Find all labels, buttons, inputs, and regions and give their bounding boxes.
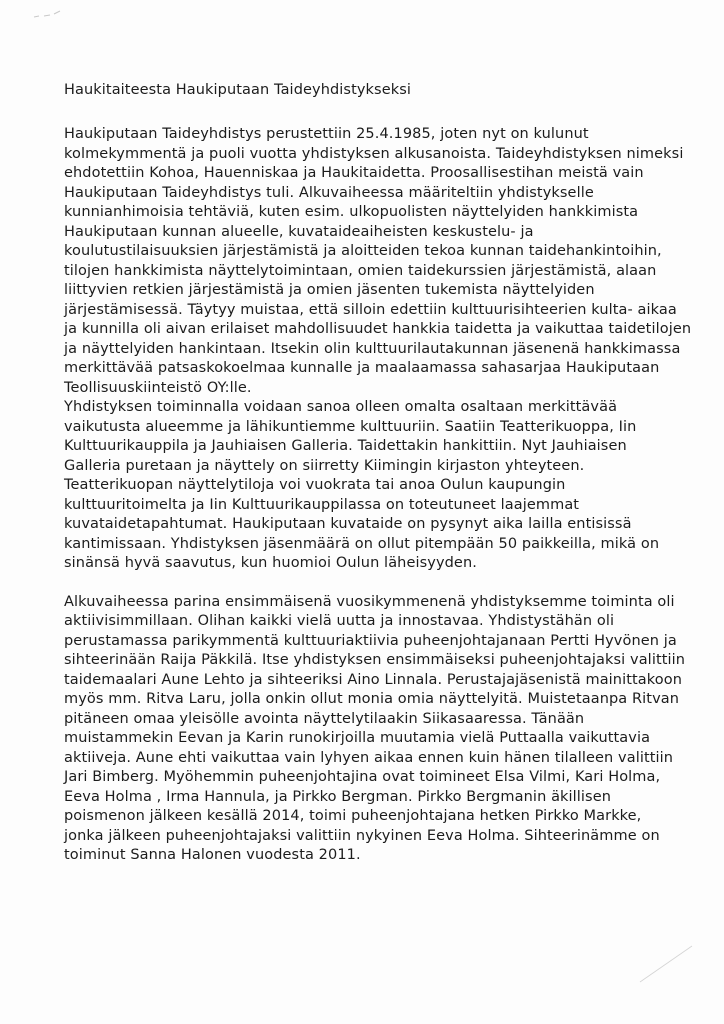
text-line: poismenon jälkeen kesällä 2014, toimi puheenjohtajana hetken Pirkko Markke, [64, 808, 642, 824]
text-line: ehdotettiin Kohoa, Hauenniskaa ja Haukitaidetta. Proosallisestihan meistä vain [64, 165, 644, 181]
text-line: myös mm. Ritva Laru, jolla onkin ollut monia omia näyttelyitä. Muistetaanpa Ritvan [64, 691, 680, 707]
text-line: Yhdistyksen toiminnalla voidaan sanoa olleen omalta osaltaan merkittävää [64, 399, 618, 415]
text-line: tilojen hankkimista näyttelytoimintaan, omien taidekurssien järjestämistä, alaan [64, 262, 657, 279]
scan-artifact-top [32, 8, 62, 20]
paragraph-2 [64, 593, 704, 866]
document-title: Haukitaiteesta Haukiputaan Taideyhdistykseksi [64, 82, 411, 98]
text-line: Haukiputaan Taideyhdistys perustettiin 25.4.1985, joten nyt on kulunut [64, 126, 589, 142]
text-line: järjestämisessä. Täytyy muistaa, että silloin edettiin kulttuurisihteerien kulta- aikaa [64, 301, 677, 318]
text-line: sihteerinään Raija Päkkilä. Itse yhdistyksen ensimmäiseksi puheenjohtajaksi valittiin [64, 652, 686, 668]
text-line: muistammekin Eevan ja Karin runokirjoilla muutamia vielä Puttaalla vaikuttavia [64, 730, 651, 746]
scan-artifact-bottom [636, 944, 696, 984]
text-line: ja kunnilla oli aivan erilaiset mahdollisuudet hankkia taidetta ja vaikuttaa taidetilojen [64, 321, 692, 337]
text-line: jonka jälkeen puheenjohtajaksi valittiin nykyinen Eeva Holma. Sihteerinämme on [64, 827, 660, 844]
text-line: perustamassa parikymmentä kulttuuriaktiivia puheenjohtajanaan Pertti Hyvönen ja [64, 632, 677, 649]
text-line: taidemaalari Aune Lehto ja sihteeriksi Aino Linnala. Perustajajäsenistä mainittakoon [64, 671, 682, 688]
text-line: aktiiveja. Aune ehti vaikuttaa vain lyhyen aikaa ennen kuin hänen tilalleen valittiin [64, 749, 674, 766]
text-line: vaikutusta alueemme ja lähikuntiemme kulttuuriin. Saatiin Teatterikuoppa, Iin [64, 418, 637, 435]
text-line: Alkuvaiheessa parina ensimmäisenä vuosikymmenenä yhdistyksemme toiminta oli [64, 593, 675, 610]
paragraph-1 [64, 125, 704, 574]
document-body [64, 125, 704, 866]
text-line: kuvataidetapahtumat. Haukiputaan kuvataide on pysynyt aika lailla entisissä [64, 516, 632, 532]
text-line: merkittävää patsaskokoelmaa kunnalle ja maalaamassa sahasarjaa Haukiputaan [64, 360, 660, 376]
text-line: aktiivisimmillaan. Olihan kaikki vielä uutta ja innostavaa. Yhdistystähän oli [64, 613, 615, 629]
text-line: Kulttuurikauppila ja Jauhiaisen Galleria. Taidettakin hankittiin. Nyt Jauhiaisen [64, 438, 627, 454]
text-line: Eeva Holma , Irma Hannula, ja Pirkko Bergman. Pirkko Bergmanin äkillisen [64, 788, 612, 805]
text-line: Haukiputaan kunnan alueelle, kuvataideaiheisten keskustelu- ja [64, 223, 534, 240]
text-line: ja näyttelyiden hankintaan. Itsekin olin kulttuurilautakunnan jäsenenä hankkimassa [64, 340, 681, 357]
text-line: sinänsä hyvä saavutus, kun huomioi Oulun läheisyyden. [64, 555, 477, 571]
text-line: kulttuuritoimelta ja Iin Kulttuurikauppilassa on toteutuneet laajemmat [64, 496, 580, 513]
text-line: Jari Bimberg. Myöhemmin puheenjohtajina ovat toimineet Elsa Vilmi, Kari Holma, [64, 769, 661, 785]
text-line: toiminut Sanna Halonen vuodesta 2011. [64, 847, 361, 863]
text-line: kunnianhimoisia tehtäviä, kuten esim. ulkopuolisten näyttelyiden hankkimista [64, 204, 639, 220]
text-line: Galleria puretaan ja näyttely on siirretty Kiimingin kirjaston yhteyteen. [64, 457, 585, 474]
text-line: liittyvien retkien järjestämistä ja omien jäsenten tukemista näyttelyiden [64, 282, 595, 298]
text-line: pitäneen omaa yleisölle avointa näyttelytilaakin Siikasaaressa. Tänään [64, 710, 585, 727]
text-line: Teatterikuopan näyttelytiloja voi vuokrata tai anoa Oulun kaupungin [64, 477, 566, 493]
paragraph-gap [64, 574, 704, 593]
text-line: koulutustilaisuuksien järjestämistä ja aloitteiden tekoa kunnan taidehankintoihin, [64, 243, 662, 259]
text-line: Teollisuuskiinteistö OY:lle. [64, 379, 252, 396]
text-line: kantimissaan. Yhdistyksen jäsenmäärä on ollut pitempään 50 paikkeilla, mikä on [64, 535, 660, 552]
text-line: kolmekymmentä ja puoli vuotta yhdistyksen alkusanoista. Taideyhdistyksen nimeksi [64, 145, 684, 162]
text-line: Haukiputaan Taideyhdistys tuli. Alkuvaiheessa määriteltiin yhdistykselle [64, 184, 594, 201]
